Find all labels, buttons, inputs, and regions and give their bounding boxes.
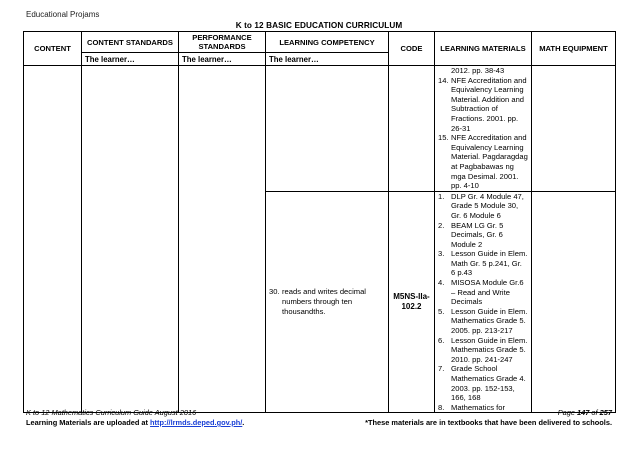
footer-note: *These materials are in textbooks that have been delivered to schools. — [365, 418, 612, 427]
watermark-text: Educational Projams — [26, 10, 100, 19]
equipment-cell — [532, 66, 616, 192]
header-learning-competency: LEARNING COMPETENCY — [266, 32, 389, 53]
competency-cell — [266, 191, 389, 413]
list-item: 2012. pp. 38-43 — [451, 66, 505, 75]
lrmds-link[interactable]: http://lrmds.deped.gov.ph/ — [150, 418, 243, 427]
header-row — [24, 32, 616, 53]
competency-number: 30. — [269, 287, 280, 297]
code-cell — [389, 191, 435, 413]
content-cell — [24, 66, 82, 413]
performance-standards-cell — [179, 66, 266, 413]
list-item: 5. Lesson Guide in Elem. Mathematics Grade 5. 2005. pp. 213-217 — [438, 306, 528, 336]
footer-uploaded: Learning Materials are uploaded at http://lrmds.deped.gov.ph/. — [26, 418, 245, 427]
list-item: 6. Lesson Guide in Elem. Mathematics Grade 5. 2010. pp. 241-247 — [438, 335, 528, 364]
curriculum-table — [23, 31, 616, 413]
list-item: 3. Lesson Guide in Elem. Math Gr. 5 p.241, Gr. 6 p.43 — [438, 249, 528, 278]
list-item: 15. NFE Accreditation and Equivalency Learning Material. Pagdaragdag at Pagbabawas ng mga Desimal. 2001. pp. 4-10 — [438, 133, 528, 191]
subheader-learning-competency: The learner… — [266, 53, 389, 66]
page-number: Page 147 of 257 — [557, 408, 612, 417]
footer-guide: K to 12 Mathematics Curriculum Guide August 2016 — [26, 408, 197, 417]
equipment-cell — [532, 191, 616, 413]
competency-cell — [266, 66, 389, 192]
list-item: 8. Mathematics for — [438, 402, 506, 412]
document-title: K to 12 BASIC EDUCATION CURRICULUM — [235, 21, 403, 30]
list-item: 1. DLP Gr. 4 Module 47, Grade 5 Module 30, Gr. 6 Module 6 — [438, 191, 524, 220]
header-learning-materials: LEARNING MATERIALS — [435, 32, 532, 66]
subheader-content-standards: The learner… — [82, 53, 179, 66]
competency-text: reads and writes decimal numbers through ten thousandths. — [282, 287, 366, 316]
header-performance-standards: PERFORMANCE STANDARDS — [179, 32, 266, 53]
materials-cell — [435, 191, 532, 413]
header-math-equipment: MATH EQUIPMENT — [532, 32, 616, 66]
header-code: CODE — [389, 32, 435, 66]
materials-cell — [435, 66, 532, 192]
content-standards-cell — [82, 66, 179, 413]
list-item: 2. BEAM LG Gr. 5 Decimals, Gr. 6 Module 2 — [438, 220, 504, 249]
header-content-standards: CONTENT STANDARDS — [82, 32, 179, 53]
table-row — [24, 66, 616, 192]
list-item: 4. MISOSA Module Gr.6 – Read and Write Decimals — [438, 278, 524, 307]
code-cell — [389, 66, 435, 192]
list-item: 14. NFE Accreditation and Equivalency Learning Material. Addition and Subtraction of Fractions. 2001. pp. 26-31 — [438, 75, 527, 133]
competency-code: M5NS-IIa-102.2 — [393, 292, 430, 312]
list-item: 7. Grade School Mathematics Grade 4. 2003. pp. 152-153, 166, 168 — [438, 364, 526, 403]
subheader-performance-standards: The learner… — [179, 53, 266, 66]
header-content: CONTENT — [24, 32, 82, 66]
